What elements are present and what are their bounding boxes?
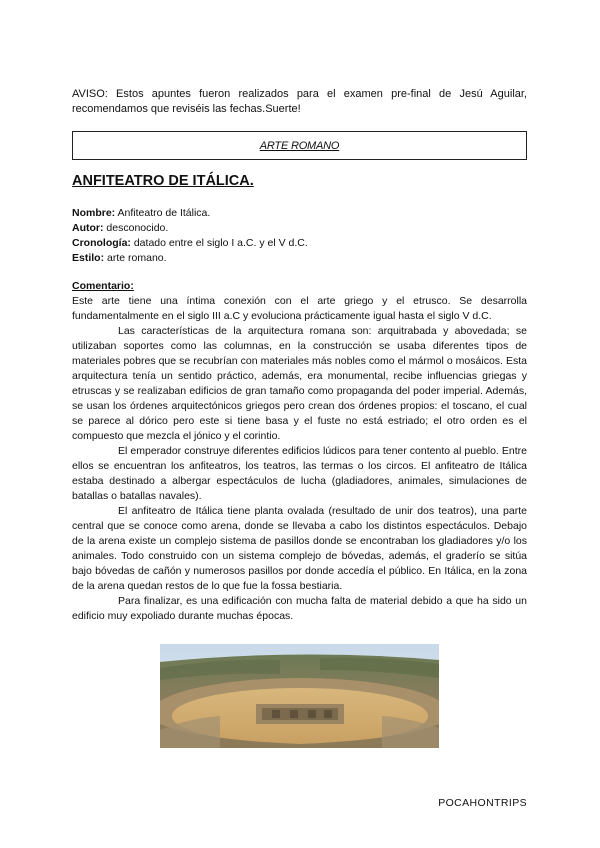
footer-brand: POCAHONTRIPS: [438, 797, 527, 809]
info-cronologia-value: datado entre el siglo I a.C. y el V d.C.: [133, 237, 308, 249]
info-estilo-label: Estilo:: [72, 252, 105, 264]
info-autor: [72, 221, 308, 236]
section-title: ARTE ROMANO: [259, 139, 340, 152]
info-autor-label: Autor:: [72, 222, 104, 234]
artwork-info: [72, 206, 308, 266]
info-estilo: [72, 251, 308, 266]
commentary-paragraph-2: Las características de la arquitectura romana son: arquitrabada y abovedada; se utilizaban soportes como las columnas, en la construcción se usaba diferentes tipos de materiales pobres que se recubrían con materiales más nobles como el mármol o mosáicos. Esta arquitectura tenía un sentido práctico, además, era monumental, recibe influencias griegas y etruscas y se realizaban edificios de gran tamaño como propaganda del poder imperial. Además, se usan los órdenes arquitectónicos griegos pero crean dos órdenes propios: el toscano, el cual se parece al dórico pero este si tiene basa y el fuste no está estriado; el otro orden es el compuesto que mezcla el jónico y el corintio.: [72, 325, 527, 442]
page-heading: ANFITEATRO DE ITÁLICA.: [72, 173, 254, 189]
info-nombre-label: Nombre:: [72, 207, 116, 219]
commentary-paragraph-4: El anfiteatro de Itálica tiene planta ovalada (resultado de unir dos teatros), una parte central que se conoce como arena, donde se llevaba a cabo los distintos espectáculos. Debajo de la arena existe un complejo sistema de pasillos donde se encontraban los gladiadores y/o los animales. Todo construido con un sistema complejo de bóvedas, además, el graderío se sitúa bajo bóvedas de cañón y numerosos pasillos por donde accedía el público. En Itálica, en la zona de la arena quedan restos de lo que fue la fossa bestiaria.: [72, 505, 527, 592]
commentary-section: [72, 279, 527, 624]
commentary-paragraph-1: Este arte tiene una íntima conexión con el arte griego y el etrusco. Se desarrolla fundamentalmente en el siglo III a.C y evoluciona prácticamente igual hasta el siglo V d.C.: [72, 295, 527, 322]
info-nombre-value: Anfiteatro de Itálica.: [117, 207, 211, 219]
info-cronologia-label: Cronología:: [72, 237, 131, 249]
commentary-heading: Comentario:: [72, 280, 134, 292]
commentary-paragraph-3: El emperador construye diferentes edificios lúdicos para tener contento al pueblo. Entre ellos se encuentran los anfiteatros, los teatros, las termas o los circos. El anfiteatro de Itálica estaba destinado a albergar espectáculos de lucha (gladiadores, animales, simulaciones de batallas o batallas navales).: [72, 445, 527, 502]
notice-text: AVISO: Estos apuntes fueron realizados para el examen pre-final de Jesú Aguilar, recomendamos que reviséis las fechas.Suerte!: [72, 88, 527, 115]
section-title-box: [72, 131, 527, 160]
commentary-paragraph-5: Para finalizar, es una edificación con mucha falta de material debido a que ha sido un edificio muy expoliado durante muchas épocas.: [72, 595, 527, 622]
info-estilo-value: arte romano.: [107, 252, 167, 264]
info-nombre: [72, 206, 308, 221]
info-cronologia: [72, 236, 308, 251]
info-autor-value: desconocido.: [106, 222, 169, 234]
amphitheatre-photo: [160, 644, 439, 748]
